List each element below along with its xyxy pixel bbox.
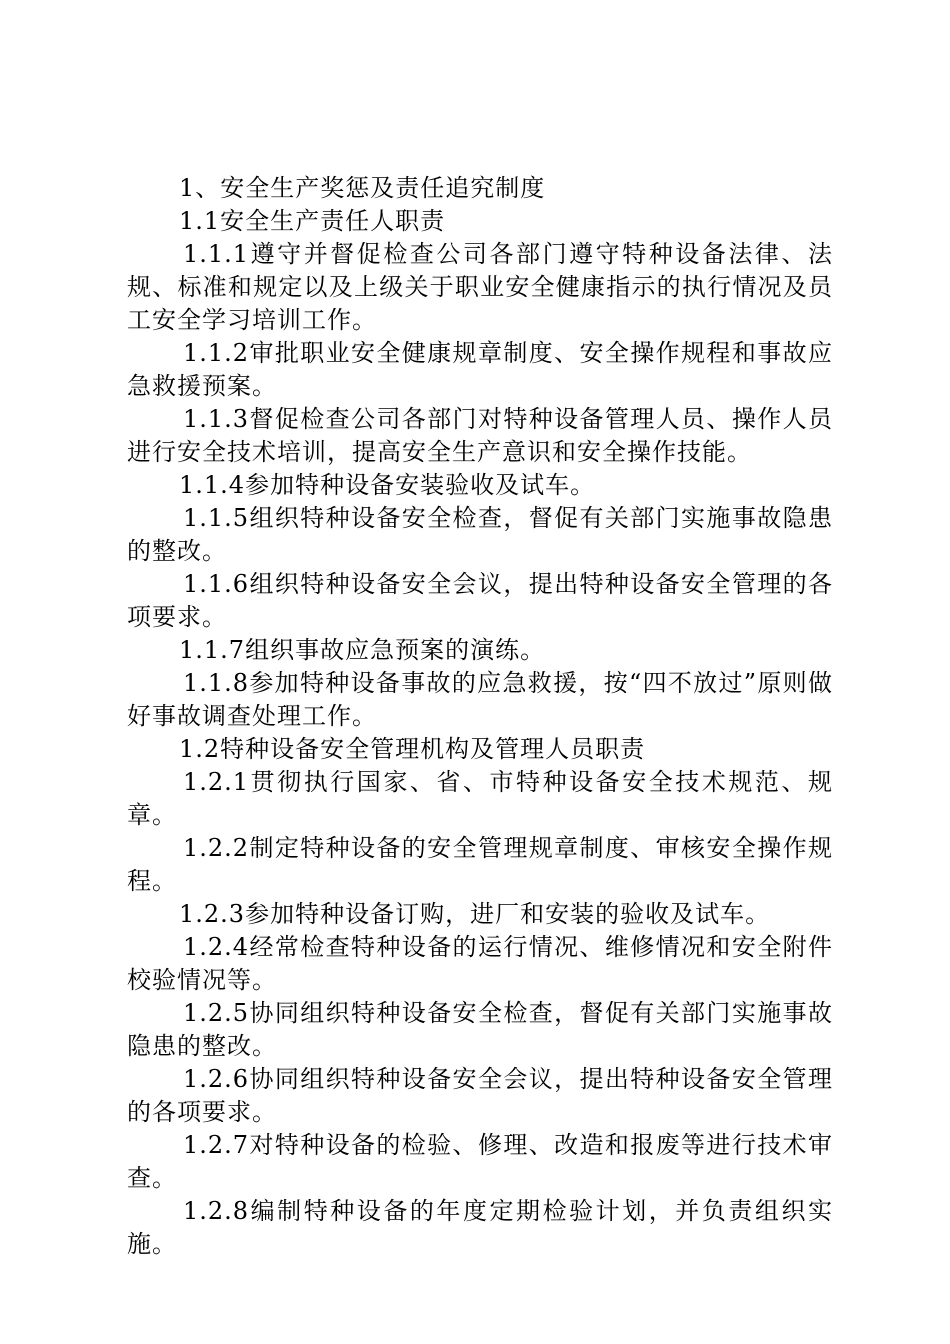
- clause-paragraph: 1.2.7对特种设备的检验、修理、改造和报废等进行技术审查。: [127, 1131, 833, 1192]
- clause-paragraph: 1.1.7组织事故应急预案的演练。: [179, 636, 546, 664]
- clause-paragraph: 1.2.6协同组织特种设备安全会议，提出特种设备安全管理的各项要求。: [127, 1065, 833, 1126]
- clause-paragraph: 1.1.1遵守并督促检查公司各部门遵守特种设备法律、法规、标准和规定以及上级关于职业安全健康指示的执行情况及员工安全学习培训工作。: [127, 240, 833, 334]
- document-body: [127, 172, 833, 1261]
- clause-paragraph: 1.1.2审批职业安全健康规章制度、安全操作规程和事故应急救援预案。: [127, 339, 833, 400]
- clause-paragraph: 1.1.5组织特种设备安全检查，督促有关部门实施事故隐患的整改。: [127, 504, 833, 565]
- clause-paragraph: 1.1.8参加特种设备事故的应急救援，按“四不放过”原则做好事故调查处理工作。: [127, 669, 833, 730]
- clause-paragraph: 1.1.3督促检查公司各部门对特种设备管理人员、操作人员进行安全技术培训，提高安全生产意识和安全操作技能。: [127, 405, 833, 466]
- subsection-title: 1.1安全生产责任人职责: [179, 207, 446, 235]
- clause-paragraph: 1.2.2制定特种设备的安全管理规章制度、审核安全操作规程。: [127, 834, 833, 895]
- section-title: 1、安全生产奖惩及责任追究制度: [179, 174, 546, 202]
- clause-paragraph: 1.2.5协同组织特种设备安全检查，督促有关部门实施事故隐患的整改。: [127, 999, 833, 1060]
- clause-paragraph: 1.1.4参加特种设备安装验收及试车。: [179, 471, 596, 499]
- subsection-title: 1.2特种设备安全管理机构及管理人员职责: [179, 735, 646, 763]
- clause-paragraph: 1.2.4经常检查特种设备的运行情况、维修情况和安全附件校验情况等。: [127, 933, 833, 994]
- clause-paragraph: 1.1.6组织特种设备安全会议，提出特种设备安全管理的各项要求。: [127, 570, 833, 631]
- clause-paragraph: 1.2.8编制特种设备的年度定期检验计划，并负责组织实施。: [127, 1197, 833, 1258]
- clause-paragraph: 1.2.3参加特种设备订购，进厂和安装的验收及试车。: [179, 900, 771, 928]
- clause-paragraph: 1.2.1贯彻执行国家、省、市特种设备安全技术规范、规章。: [127, 768, 833, 829]
